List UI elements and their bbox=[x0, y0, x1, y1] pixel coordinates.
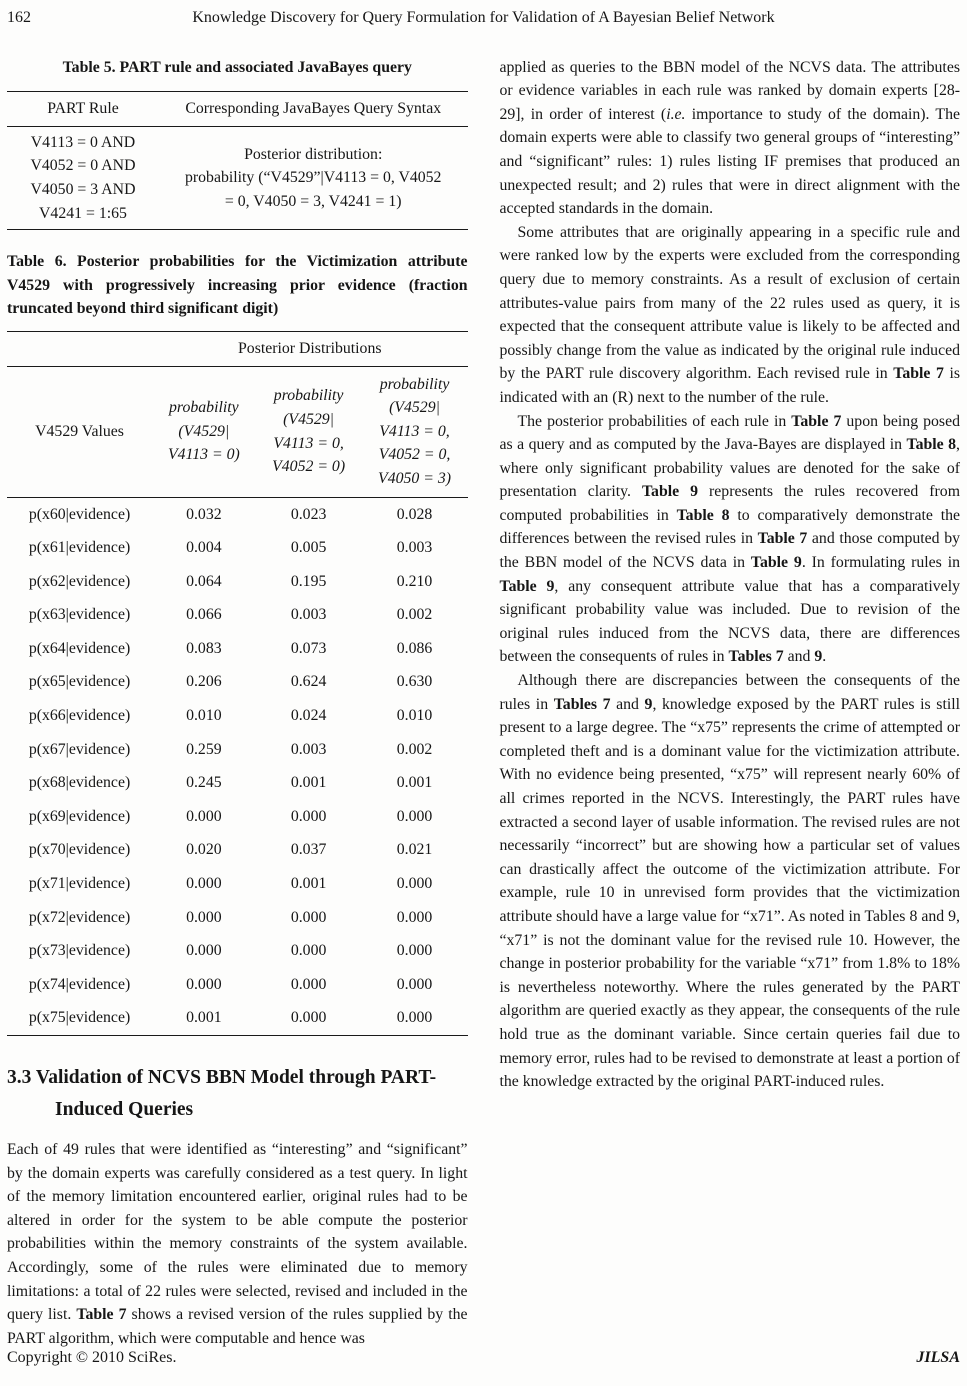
prob-value-1: 0.083 bbox=[186, 639, 222, 657]
prob-value-1: 0.259 bbox=[186, 740, 222, 758]
prob-value-2: 0.000 bbox=[256, 1001, 362, 1035]
prob-value-2: 0.000 bbox=[290, 975, 327, 993]
prob-value-2: 0.000 bbox=[290, 942, 327, 960]
prob-value-2: 0.003 bbox=[290, 740, 327, 758]
row-label: p(x73|evidence) bbox=[28, 942, 131, 960]
row-label: p(x61|evidence) bbox=[28, 539, 131, 557]
body-paragraph-1: applied as queries to the BBN model of the NCVS data. The attributes or evidence variables in each rule was ranked by domain experts [28-29], in order of interest (i.e. importance to study of the domain). The domain experts were able to classify two general groups of “interesting” and “significant” rules: 1) rules listing IF premises that produced an unexpected result; and 2) rules that were in direct alignment with the accepted standards in the domain. bbox=[499, 58, 960, 218]
section-heading-3-3: 3.3 Validation of NCVS BBN Model through PART-Induced Queries bbox=[7, 1067, 437, 1120]
journal-abbreviation: JILSA bbox=[916, 1349, 960, 1367]
row-label: p(x66|evidence) bbox=[28, 707, 131, 725]
prob-value-3: 0.028 bbox=[396, 505, 433, 523]
prob-value-2: 0.001 bbox=[290, 875, 327, 893]
table-row bbox=[7, 598, 468, 632]
prob-value-1: 0.020 bbox=[186, 841, 222, 859]
right-column bbox=[500, 56, 961, 1351]
prob-value-3: 0.021 bbox=[396, 841, 433, 859]
prob-value-3: 0.002 bbox=[396, 740, 433, 758]
prob-value-2: 0.005 bbox=[290, 539, 327, 557]
table-row bbox=[7, 901, 468, 935]
table5 bbox=[7, 91, 468, 230]
copyright-notice: Copyright © 2010 SciRes. bbox=[7, 1349, 177, 1367]
table5-header-query-syntax: Corresponding JavaBayes Query Syntax bbox=[159, 92, 468, 127]
prob-value-1: 0.000 bbox=[186, 908, 222, 926]
table6 bbox=[7, 331, 468, 1036]
body-paragraph-3: The posterior probabilities of each rule in Table 7 upon being posed as a query and as computed by the Java-Bayes are displayed in Table 8, where only significant probability values are denoted for the sake of presentation clarity. Table 9 represents the rules recovered from computed probabilities in Table 8 to comparatively demonstrate the differences between the revised rules in Table 7 and those computed by the BBN model of the NCVS data in Table 9. In formulating rules in Table 9, any consequent attribute value that has a comparatively significant probability value was included. Due to revision of the original rules induced from the NCVS data, there are differences between the consequents of rules in Tables 7 and 9. bbox=[499, 412, 960, 666]
row-label: p(x65|evidence) bbox=[28, 673, 131, 691]
table-row bbox=[7, 867, 468, 901]
left-column bbox=[7, 56, 468, 1351]
two-column-body bbox=[7, 56, 960, 1351]
prob-value-2: 0.000 bbox=[290, 807, 327, 825]
table6-caption: Table 6. Posterior probabilities for the Victimization attribute V4529 with progressively increasing prior evidence (fraction truncated beyond third significant digit) bbox=[7, 253, 468, 318]
prob-value-2: 0.024 bbox=[290, 707, 327, 725]
prob-value-2: 0.000 bbox=[290, 908, 327, 926]
prob-value-1: 0.000 bbox=[186, 975, 222, 993]
body-paragraph-4: Although there are discrepancies between the consequents of the rules in Tables 7 and 9, knowledge exposed by the PART rules is still present to a large degree. The “x75” represents the crime of attempted or completed theft and is a dominant value for the victimization attribute. With no evidence being presented, “x75” will represent nearly 60% of all crimes reported in the NCVS. Interestingly, the PART rules have extracted a second layer of usable information. The revised rules are not necessarily “incorrect” but are showing how a particular set of values can drastically affect the outcome of the victimization attribute. For example, rule 10 in unrevised form provides that the victimization attribute should have a large value for “x71”. As noted in Tables 8 and 9, “x71” is not the dominant value for the revised rule 10. However, the change in posterior probability for the variable “x71” from 1.8% to 18% is nevertheless noteworthy. Where the rules generated by the PART algorithm are queried exactly as they appear, the consequents of the rule hold true as the dominant variable. Since certain queries fail due to memory error, rules had to be revised to demonstrate at least a portion of the knowledge extracted by the original PART-induced rules. bbox=[499, 672, 961, 1091]
prob-value-1: 0.245 bbox=[186, 774, 222, 792]
row-label: p(x63|evidence) bbox=[28, 606, 131, 624]
row-label: p(x70|evidence) bbox=[28, 841, 131, 859]
prob-value-1: 0.000 bbox=[186, 942, 222, 960]
prob-value-1: 0.004 bbox=[186, 539, 222, 557]
prob-value-1: 0.000 bbox=[186, 875, 222, 893]
prob-value-3: 0.000 bbox=[396, 908, 433, 926]
table5-rule-cell: V4113 = 0 AND V4052 = 0 AND V4050 = 3 AND V4241 = 1:65 bbox=[7, 126, 159, 229]
prob-value-2: 0.073 bbox=[290, 639, 327, 657]
prob-value-1: 0.032 bbox=[186, 505, 222, 523]
running-title: Knowledge Discovery for Query Formulation for Validation of A Bayesian Belief Network bbox=[192, 9, 775, 26]
table6-row-header: V4529 Values bbox=[7, 366, 152, 497]
prob-value-2: 0.624 bbox=[290, 673, 327, 691]
prob-value-2: 0.195 bbox=[290, 572, 327, 590]
row-label: p(x71|evidence) bbox=[28, 875, 131, 893]
prob-value-2: 0.001 bbox=[290, 774, 327, 792]
prob-value-3: 0.630 bbox=[396, 673, 433, 691]
prob-value-1: 0.001 bbox=[152, 1001, 256, 1035]
table6-super-header: Posterior Distributions bbox=[152, 331, 467, 366]
table-row bbox=[7, 968, 468, 1002]
table6-col-header-2: probability (V4529| V4113 = 0, V4052 = 0) bbox=[256, 366, 362, 497]
row-label: p(x60|evidence) bbox=[28, 505, 131, 523]
prob-value-1: 0.000 bbox=[186, 807, 222, 825]
row-label: p(x75|evidence) bbox=[7, 1001, 152, 1035]
table5-header-part-rule: PART Rule bbox=[7, 92, 159, 127]
table6-col-header-1: probability (V4529| V4113 = 0) bbox=[152, 366, 256, 497]
prob-value-3: 0.000 bbox=[396, 807, 433, 825]
prob-value-1: 0.066 bbox=[186, 606, 222, 624]
table-row bbox=[7, 934, 468, 968]
body-paragraph-2: Some attributes that are originally appearing in a specific rule and were ranked low by the experts were excluded from the corresponding query due to memory constraints. As a result of exclusion of certain attributes-value pairs from many of the 22 rules used as query, it is expected that the consequent attribute value is likely to be affected and possibly change from the value as indicated by the original rule induced by the PART rule discovery algorithm. Each revised rule in Table 7 is indicated with an (R) next to the number of the rule. bbox=[499, 223, 960, 406]
prob-value-3: 0.000 bbox=[396, 875, 433, 893]
table6-corner-cell bbox=[7, 331, 152, 366]
prob-value-1: 0.206 bbox=[186, 673, 222, 691]
table-row bbox=[7, 565, 468, 599]
row-label: p(x74|evidence) bbox=[28, 975, 131, 993]
page-footer bbox=[7, 1346, 960, 1370]
table-row bbox=[7, 632, 468, 666]
table6-col-header-3: probability (V4529| V4113 = 0, V4052 = 0, V4050 = 3) bbox=[362, 366, 468, 497]
table-row bbox=[7, 497, 468, 531]
table-row bbox=[7, 800, 468, 834]
prob-value-3: 0.086 bbox=[396, 639, 433, 657]
row-label: p(x69|evidence) bbox=[28, 807, 131, 825]
prob-value-3: 0.002 bbox=[396, 606, 433, 624]
prob-value-3: 0.210 bbox=[396, 572, 433, 590]
table5-row bbox=[7, 126, 468, 229]
prob-value-2: 0.003 bbox=[290, 606, 327, 624]
table-row bbox=[7, 766, 468, 800]
prob-value-1: 0.064 bbox=[186, 572, 222, 590]
prob-value-2: 0.023 bbox=[290, 505, 327, 523]
prob-value-3: 0.000 bbox=[396, 942, 433, 960]
row-label: p(x64|evidence) bbox=[28, 639, 131, 657]
row-label: p(x68|evidence) bbox=[28, 774, 131, 792]
prob-value-2: 0.037 bbox=[290, 841, 327, 859]
prob-value-1: 0.010 bbox=[186, 707, 222, 725]
row-label: p(x62|evidence) bbox=[28, 572, 131, 590]
table-row bbox=[7, 531, 468, 565]
prob-value-3: 0.000 bbox=[396, 975, 433, 993]
table-row bbox=[7, 665, 468, 699]
table-row bbox=[7, 833, 468, 867]
row-label: p(x67|evidence) bbox=[28, 740, 131, 758]
table-row bbox=[7, 699, 468, 733]
prob-value-3: 0.000 bbox=[362, 1001, 468, 1035]
table5-caption: Table 5. PART rule and associated JavaBayes query bbox=[62, 58, 412, 76]
table6-body bbox=[7, 497, 468, 1036]
row-label: p(x72|evidence) bbox=[28, 908, 131, 926]
page-header bbox=[7, 6, 960, 30]
prob-value-3: 0.010 bbox=[396, 707, 433, 725]
table-row bbox=[7, 733, 468, 767]
prob-value-3: 0.003 bbox=[396, 539, 433, 557]
left-body-paragraph: Each of 49 rules that were identified as “interesting” and “significant” by the domain experts was carefully considered as a test query. In light of the memory limitation encountered earlier, original rules had to be altered in order for the system to be able compute the posterior probabilities within the memory constraints of the system available. Accordingly, some of the rules were eliminated due to memory limitations: a total of 22 rules were selected, revised and included in the query list. Table 7 shows a revised version of the rules supplied by the PART algorithm, which were computable and hence was bbox=[7, 1141, 468, 1347]
page-number: 162 bbox=[7, 9, 31, 26]
table-row bbox=[7, 1001, 468, 1035]
prob-value-3: 0.001 bbox=[396, 774, 433, 792]
table5-query-cell: Posterior distribution: probability (“V4529”|V4113 = 0, V4052 = 0, V4050 = 3, V4241 = 1) bbox=[159, 126, 468, 229]
